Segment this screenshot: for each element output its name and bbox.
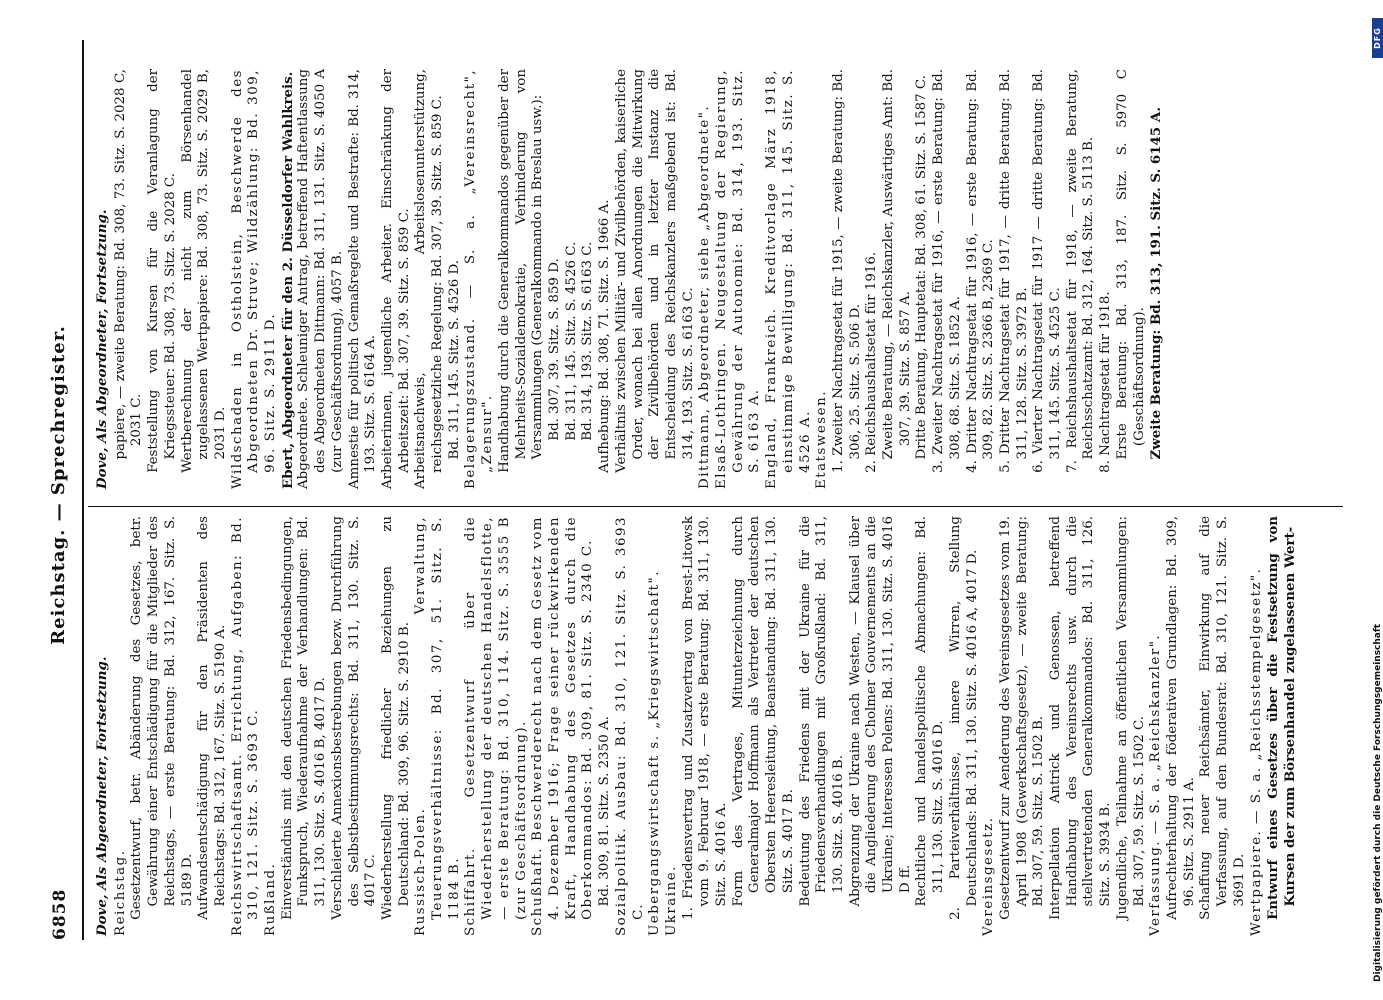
page-number: 6858 [50, 888, 70, 940]
right-column-entries [113, 69, 1165, 489]
register-entry: Wertberechnung der nicht zum Börsenhandel zugelassenen Wertpapiere: Bd. 308, 73. Sitz. S. 2029 B, 2031 D. [179, 69, 228, 473]
register-entry: Verschleierte Annexionsbestrebungen bezw. Durchführung des Selbstbestimmungsrechts: Bd. 311, 130. Sitz. S. 4017 C. [329, 516, 379, 920]
left-column-entries [113, 516, 1299, 936]
sidebar-text-strip [1372, 0, 1383, 1000]
header-rule [82, 40, 84, 940]
register-entry: Bd. 311, 145. Sitz. S. 4526 D. [446, 259, 462, 460]
register-entry: Ebert, Abgeordneter für den 2. Düsseldorfer Wahlkreis. [279, 71, 296, 489]
register-entry: Ukraine. [663, 865, 679, 936]
register-entry: Interpellation Antrick und Genossen, betreffend Handhabung des Vereinsrechts usw. durch die stellvertretenden Generalkommandos: Bd. 311, 126. Sitz. S. 3934 B. [1048, 516, 1114, 920]
register-entry: Aufrechterhaltung der föderativen Grundlagen: Bd. 309, 96. Sitz. S. 2911 A. [1165, 516, 1197, 920]
register-entry: Schiffahrt. Gesetzentwurf über die Wiederherstellung der deutschen Handelsflotte, — erste Beratung: Bd. 310, 114. Sitz. S. 3555 B (zur Geschäftsordnung). [463, 516, 529, 936]
register-entry: Bd. 314, 193. Sitz. S. 6163 C. [580, 241, 596, 441]
register-entry: England, Frankreich. Kreditvorlage März 1918, einstimmige Bewilligung: Bd. 311, 145. Sitz. S. 4526 A. [764, 69, 813, 489]
register-entry: Schaffung neuer Reichsämter, Einwirkung auf die Verfassung, auf den Bundesrat: Bd. 310, 121. Sitz. S. 3691 D. [1198, 516, 1247, 920]
register-entry: Einverständnis mit den deutschen Friedensbedingungen, Funkspruch, Wiederaufnahme der Verhandlungen: Bd. 311, 130. Sitz. S. 4016 B, 4017 D. [279, 516, 329, 920]
register-entry: Aufhebung: Bd. 308, 71. Sitz. S. 1966 A. [597, 199, 613, 473]
register-entry: Wiederherstellung friedlicher Beziehungen zu Deutschland: Bd. 309, 96. Sitz. S. 2910 B. [379, 516, 412, 920]
register-entry: Reichswirtschaftsamt. Errichtung, Aufgaben: Bd. 310, 121. Sitz. S. 3693 C. [229, 516, 262, 936]
register-entry: 1. Friedensvertrag und Zusatzvertrag von Brest-Litowsk vom 9. Februar 1918, — erste Beratung: Bd. 311, 130. Sitz. S. 4016 A. [680, 516, 730, 920]
register-entry: Verfassung. — S. a. „Reichskanzler". [1148, 633, 1164, 936]
register-entry: Form des Vertrages, Mitunterzeichnung durch Generalmajor Hoffmann als Vertreter der deutschen Obersten Heeresleitung, Beanstandung: Bd. 311, 130. Sitz. S. 4017 B. [730, 516, 796, 907]
page-header [44, 30, 76, 940]
left-column-heading: Dove, Als Abgeordneter, Fortsetzung. [94, 656, 110, 936]
right-column-heading: Dove, Als Abgeordneter, Fortsetzung. [94, 209, 110, 489]
register-entry: Bedeutung des Friedens mit der Ukraine für die Friedensverhandlungen mit Großrußland: Bd. 311, 130. Sitz. S. 4016 B. [797, 516, 846, 907]
dfg-logo: DFG [1372, 18, 1383, 58]
register-entry: papiere, — zweite Beratung: Bd. 308, 73. Sitz. S. 2028 C, 2031 C. [112, 69, 145, 460]
register-entry: Dittmann, Abgeordneter, siehe „Abgeordnete". [697, 104, 713, 489]
register-entry: 4. Dritter Nachtragsetat für 1916, — erste Beratung: Bd. 309, 82. Sitz. S. 2366 B, 2369 C. [964, 69, 997, 473]
register-entry: Abgeordnete. Schleuniger Antrag, betreffend Haftentlassung des Abgeordneten Dittmann: Bd. 311, 131. Sitz. S. 4050 A (zur Geschäftsordnung), 4057 B. [296, 69, 345, 489]
register-entry: 2. Parteiverhältnisse, innere Wirren, Stellung Deutschlands: Bd. 311, 130. Sitz. S. 4016 A, 4017 D. [947, 516, 980, 920]
register-entry: Rußland. [263, 862, 279, 936]
running-title: Reichstag. — Sprechregister. [48, 325, 69, 645]
register-entry: Bd. 307, 39. Sitz. S. 859 D. [546, 258, 562, 441]
register-entry: Zweite Beratung: Bd. 313, 191. Sitz. S. 6145 A. [1148, 107, 1165, 460]
register-entry: Elsaß-Lothringen. Neugestaltung der Regierung, Gewährung der Autonomie: Bd. 314, 193. Sitz. S. 6163 A. [714, 69, 763, 489]
register-entry: Zweite Beratung, — Reichskanzler, Auswärtiges Amt: Bd. 307, 39. Sitz. S. 857 A. [881, 69, 913, 460]
register-entry: Uebergangswirtschaft s. „Kriegswirtschaft". [647, 570, 663, 936]
register-entry: Aufwandsentschädigung für den Präsidenten des Reichstags: Bd. 312, 167. Sitz. S. 5190 A. [196, 516, 228, 920]
register-entry: Entwurf eines Gesetzes über die Festsetzung von Kursen der zum Börsenhandel zugelassenen Wert- [1265, 516, 1298, 920]
register-entry: Wertpapiere. — S. a. „Reichsstempelgesetz". [1248, 567, 1264, 936]
register-entry: Feststellung von Kursen für die Veranlagung der Kriegssteuer: Bd. 308, 73. Sitz. S. 2028 C. [146, 69, 178, 473]
register-entry: Jugendliche, Teilnahme an öffentlichen Versammlungen: Bd. 307, 59. Sitz. S. 1502 C. [1114, 516, 1147, 920]
register-entry: 7. Reichshaushaltsetat für 1918, — zweite Beratung, Reichsschatzamt: Bd. 312, 164. Sitz. S. 5113 B. [1064, 69, 1097, 473]
register-entry: Schußhaft. Beschwerderecht nach dem Gesetz vom 4. Dezember 1916; Frage seiner rückwirkenden Kraft, Handhabung des Gesetzes durch die Oberkommandos: Bd. 309, 81. Sitz. S. 2340 C. [530, 516, 596, 936]
register-entry: Gesetzentwurf, betr. Abänderung des Gesetzes, betr. Gewährung einer Entschädigung für die Mitglieder des Reichstags, — erste Beratung: Bd. 312, 167. Sitz. S. 5189 D. [129, 516, 195, 920]
register-entry: Amnestie für politisch Gemaßregelte und Bestrafte: Bd. 314, 193. Sitz. S. 6164 A. [346, 69, 379, 489]
register-entry: Arbeitsnachweis, Arbeitslosenunterstützung, reichsgesetzliche Regelung: Bd. 307, 39. Sitz. S. 859 C. [413, 69, 446, 489]
register-entry: Rechtliche und handelspolitische Abmachungen: Bd. 311, 130. Sitz. S. 4016 D. [914, 516, 947, 907]
funding-note: Digitalisierung gefördert durch die Deutsche Forschungsgemeinschaft [1373, 623, 1383, 982]
register-entry: Dritte Beratung, Hauptetat: Bd. 308, 61. Sitz. S. 1587 C. [914, 75, 930, 460]
right-column [94, 69, 1165, 489]
register-entry: Arbeiterinnen, jugendliche Arbeiter. Einschränkung der Arbeitszeit: Bd. 307, 39. Sitz. S. 859 C. [379, 69, 412, 489]
register-entry: Verhältnis zwischen Militär- und Zivilbehörden, kaiserliche Order, wonach bei allen Anordnungen die Mitwirkung der Zivilbehörden und in letzter Instanz die Entscheidung des Reichskanzlers maßgebend ist: Bd. 314, 193. Sitz. S. 6163 C. [613, 69, 696, 473]
register-entry: Bd. 311, 145. Sitz. S. 4526 C. [563, 241, 579, 441]
left-column [94, 516, 1299, 936]
register-entry: Erste Beratung: Bd. 313, 187. Sitz. S. 5970 C (Geschäftsordnung). [1114, 69, 1147, 460]
register-entry: Vereinsgesetz. [981, 816, 997, 936]
register-entry: Etatswesen. [814, 390, 830, 489]
digitization-sidebar [1372, 0, 1383, 1000]
register-entry: 1. Zweiter Nachtragsetat für 1915, — zweite Beratung: Bd. 306, 25. Sitz. S. 506 D. [830, 69, 863, 473]
register-entry: Reichstag. [112, 849, 128, 936]
register-entry: Wildschaden in Ostholstein, Beschwerde des Abgeordneten Dr. Struve; Wildzählung: Bd. 309, 96. Sitz. S. 2911 D. [229, 69, 279, 489]
register-entry: Bd. 309, 81. Sitz. S. 2350 A. [597, 716, 613, 907]
register-entry: Handhabung durch die Generalkommandos gegenüber der Mehrheits-Sozialdemokratie, Verhinderung von Versammlungen (Generalkommando in Breslau usw.): [496, 69, 546, 473]
register-entry: Belagerungszustand. — S. a. „Vereinsrecht", „Zensur". [463, 69, 496, 489]
register-entry: 3. Zweiter Nachtragsetat für 1916, — erste Beratung: Bd. 308, 68. Sitz. S. 1852 A. [931, 69, 963, 473]
register-entry: 5. Dritter Nachtragsetat für 1917, — dritte Beratung: Bd. 311, 128. Sitz. S. 3972 B. [997, 69, 1030, 473]
register-entry: Russisch-Polen. Verwaltung, Teuerungsverhältnisse: Bd. 307, 51. Sitz. S. 1184 B. [413, 516, 462, 936]
register-entry: 6. Vierter Nachtragsetat für 1917 — dritte Beratung: Bd. 311, 145. Sitz. S. 4525 C. [1031, 69, 1064, 473]
register-entry: 2. Reichshaushaltsetat für 1916. [864, 251, 880, 473]
column-divider [88, 506, 1343, 507]
register-entry: Abgrenzung der Ukraine nach Westen, — Klausel über die Angliederung des Cholmer Gouvernements an die Ukraine; Interessen Polens: Bd. 311, 130. Sitz. S. 4016 D ff. [847, 516, 913, 907]
register-entry: Gesetzentwurf zur Aenderung des Vereinsgesetzes vom 19. April 1908 (Gewerkschaftsgesetz), — zweite Beratung: Bd. 307, 59. Sitz. S. 1502 B. [997, 516, 1047, 920]
register-entry: 8. Nachtragsetat für 1918. [1098, 291, 1114, 473]
register-entry: Sozialpolitik. Ausbau: Bd. 310, 121. Sitz. S. 3693 C. [613, 516, 646, 936]
